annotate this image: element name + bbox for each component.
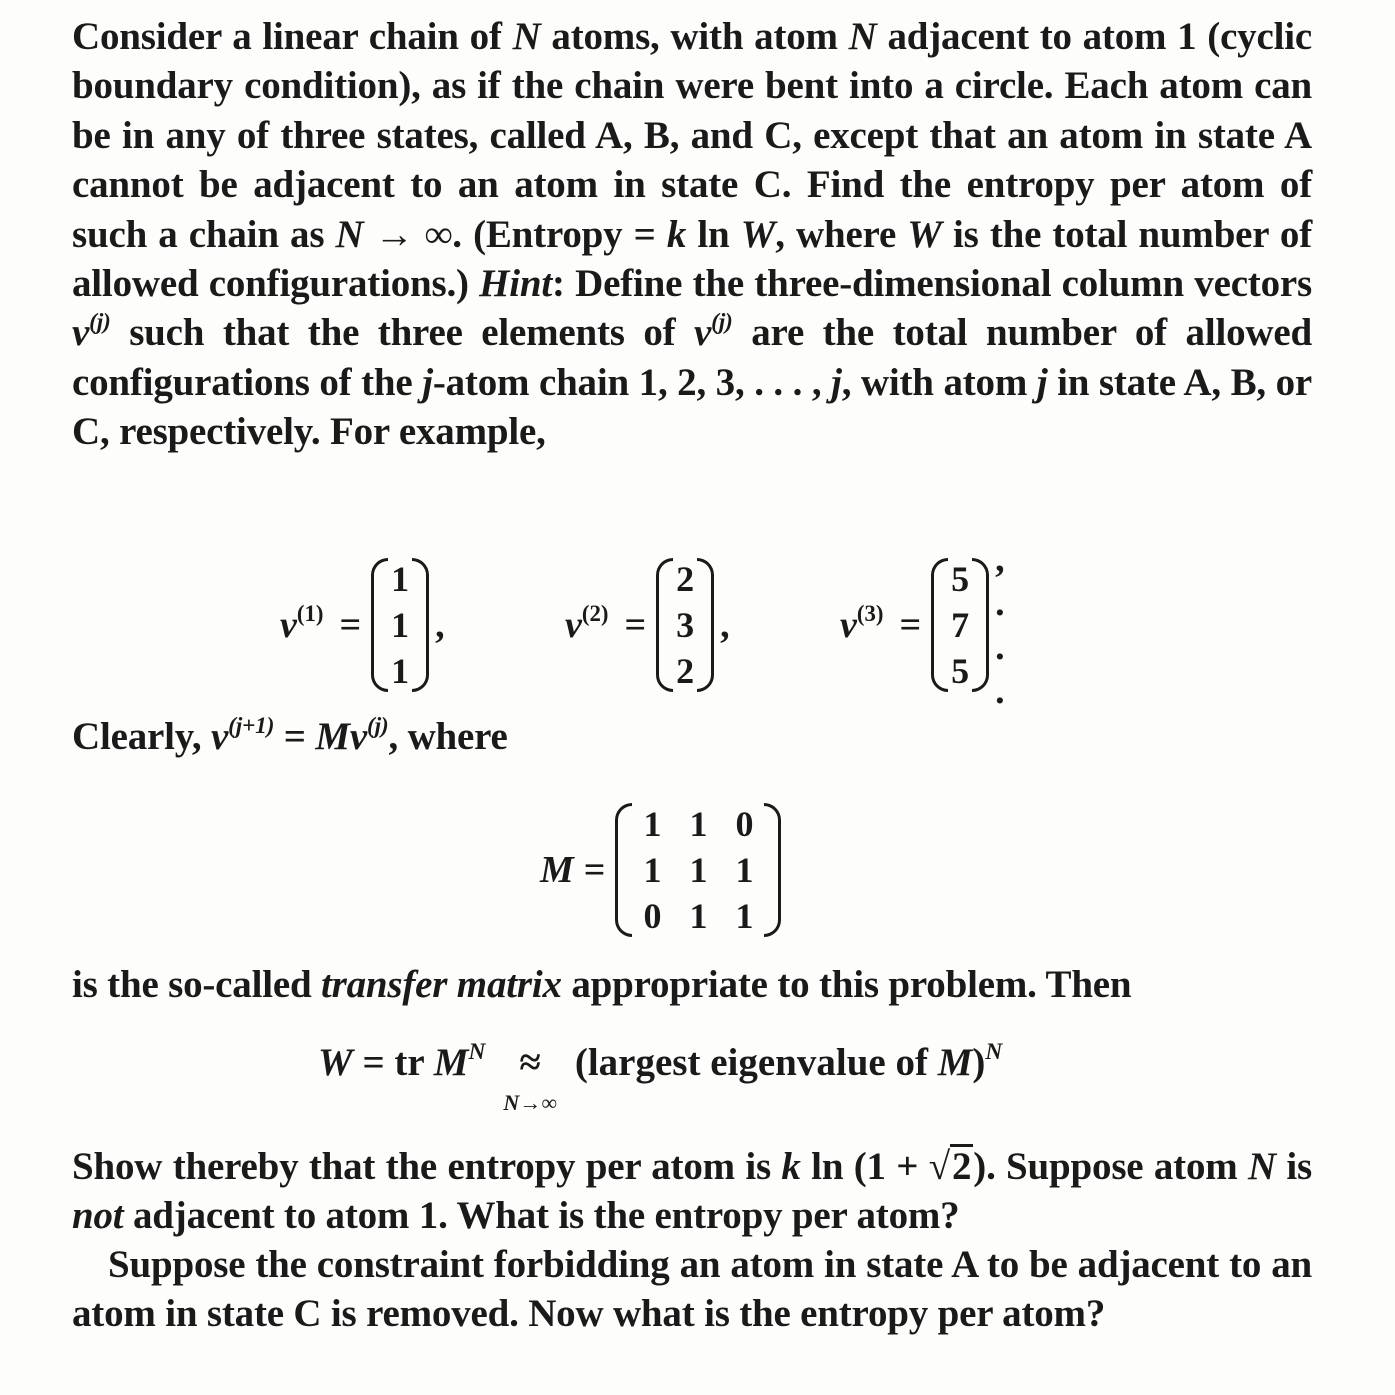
var-W: W — [318, 1041, 353, 1084]
vector-entry: 3 — [676, 605, 695, 645]
matrix-entry: 0 — [643, 896, 662, 936]
vector-label — [840, 603, 883, 647]
matrix-entry: 1 — [689, 804, 708, 844]
var-k: k — [781, 1145, 801, 1188]
matrix-entry: 1 — [689, 850, 708, 890]
var-j: j — [831, 360, 842, 404]
vector-entry: 2 — [676, 559, 695, 599]
text-run: , with atom — [841, 360, 1037, 404]
vector-label — [565, 603, 608, 647]
text-run: in state A, B, or C, respectively. For example, — [72, 360, 1313, 454]
matrix-entry: 1 — [735, 850, 754, 890]
vector-entry: 5 — [951, 559, 970, 599]
emphasis-not: not — [72, 1194, 124, 1238]
text-run: ). Suppose atom — [973, 1145, 1248, 1188]
column-vector — [656, 556, 714, 694]
vector-entry: 1 — [391, 605, 410, 645]
superscript: (1) — [296, 601, 324, 627]
text-run: → ∞. (Entropy = — [363, 212, 667, 256]
vector-label — [280, 603, 323, 647]
text-run: Show thereby that the entropy per atom is — [72, 1145, 782, 1188]
text-run: is the so-called — [72, 963, 321, 1006]
text-run: Suppose the constraint forbidding an atom in state A to be adjacent to an atom in state C is removed. Now what is the entropy per atom? — [72, 1243, 1312, 1336]
text-run: is — [1275, 1145, 1313, 1188]
var-M: M — [540, 849, 574, 891]
vector-v3 — [840, 538, 1005, 712]
var-v: v — [72, 311, 90, 355]
var-W: W — [740, 212, 776, 256]
var-v: v — [280, 604, 297, 646]
transfer-matrix-sentence — [72, 960, 1312, 1009]
text-run: such that the three elements of — [110, 311, 695, 355]
text-run: : Define the three-dimensional column vectors — [552, 262, 1312, 306]
equals-sign: = — [624, 604, 647, 646]
equals-sign: = — [339, 604, 362, 646]
column-vector — [371, 556, 429, 694]
text-run: = tr — [352, 1041, 434, 1084]
var-M: M — [937, 1041, 973, 1084]
matrix-entry: 1 — [735, 896, 754, 936]
final-question-paragraph — [72, 1240, 1312, 1339]
matrix-entry: 1 — [643, 850, 662, 890]
var-N: N — [848, 15, 877, 58]
text-run: is the total number of allowed configurations.) — [72, 212, 1313, 306]
separator: , — [435, 604, 445, 646]
text-run: , where — [388, 715, 508, 758]
text-run: adjacent to atom 1 (cyclic boundary condition), as if the chain were bent into a circle. Each atom can be in any of three states, called A, B, and C, except that an atom in state A cannot be adjacent to an atom in state C. Find the entropy per atom of such a chain as — [72, 15, 1312, 256]
approx-limit — [495, 1040, 565, 1115]
equals-sign: = — [583, 849, 606, 891]
text-run: appropriate to this problem. Then — [561, 963, 1132, 1006]
matrix-entry: 1 — [689, 896, 708, 936]
superscript-j: (j) — [89, 309, 111, 336]
var-v: v — [349, 715, 367, 758]
approx-sign: ≈ — [519, 1041, 541, 1084]
recurrence-statement — [72, 712, 1312, 761]
text-run: -atom chain 1, 2, 3, . . . , — [432, 360, 832, 404]
separator: , — [720, 604, 730, 646]
equals-sign: = — [274, 715, 316, 758]
var-k: k — [666, 212, 687, 256]
vector-v1 — [280, 545, 445, 705]
var-v: v — [565, 604, 582, 646]
var-N: N — [512, 15, 541, 58]
problem-statement — [72, 12, 1312, 457]
vector-entry: 7 — [951, 605, 970, 645]
w-equation — [318, 1040, 1002, 1120]
equals-sign: = — [899, 604, 922, 646]
vector-entry: 5 — [951, 651, 970, 691]
matrix-entry: 1 — [643, 804, 662, 844]
superscript-j: (j) — [711, 309, 733, 336]
vector-entry: 2 — [676, 651, 695, 691]
var-N: N — [335, 212, 364, 256]
var-M: M — [433, 1041, 469, 1084]
text-run: ln (1 + — [800, 1145, 929, 1188]
superscript-N: N — [468, 1038, 486, 1065]
limit-subscript: N→∞ — [503, 1090, 557, 1115]
ellipsis: , . . . — [995, 538, 1005, 712]
transfer-matrix-equation — [540, 790, 781, 950]
text-run: Consider a linear chain of — [72, 15, 513, 58]
text-run: atoms, with atom — [540, 15, 849, 58]
text-run: ln — [686, 212, 741, 256]
text-run: ) — [972, 1041, 986, 1084]
matrix-3x3 — [615, 801, 781, 939]
text-run: are the total number of allowed configurations of the — [72, 311, 1312, 404]
var-v: v — [694, 311, 712, 355]
superscript: (j+1) — [228, 712, 275, 739]
superscript-N: N — [985, 1038, 1003, 1065]
text-run: adjacent to atom 1. What is the entropy per atom? — [123, 1194, 960, 1238]
text-run: , where — [775, 212, 908, 256]
superscript: (3) — [856, 601, 884, 627]
var-v: v — [211, 715, 229, 758]
question-paragraph — [72, 1142, 1312, 1241]
superscript: (j) — [366, 712, 389, 739]
superscript: (2) — [581, 601, 609, 627]
hint-label: Hint — [479, 262, 553, 306]
term-transfer-matrix: transfer matrix — [321, 963, 562, 1006]
var-M: M — [315, 715, 350, 758]
sqrt-symbol: √ — [928, 1145, 950, 1188]
var-W: W — [907, 212, 942, 256]
var-N: N — [1247, 1145, 1276, 1188]
column-vector — [931, 556, 989, 694]
text-run: (largest eigenvalue of — [565, 1041, 938, 1084]
var-j: j — [422, 360, 433, 404]
matrix-entry: 0 — [735, 804, 754, 844]
vector-entry: 1 — [391, 651, 410, 691]
var-j: j — [1036, 360, 1048, 404]
vector-entry: 1 — [391, 559, 410, 599]
var-v: v — [840, 604, 857, 646]
sqrt-radicand: 2 — [951, 1145, 972, 1188]
vector-v2 — [565, 545, 730, 705]
text-run: Clearly, — [72, 715, 212, 758]
